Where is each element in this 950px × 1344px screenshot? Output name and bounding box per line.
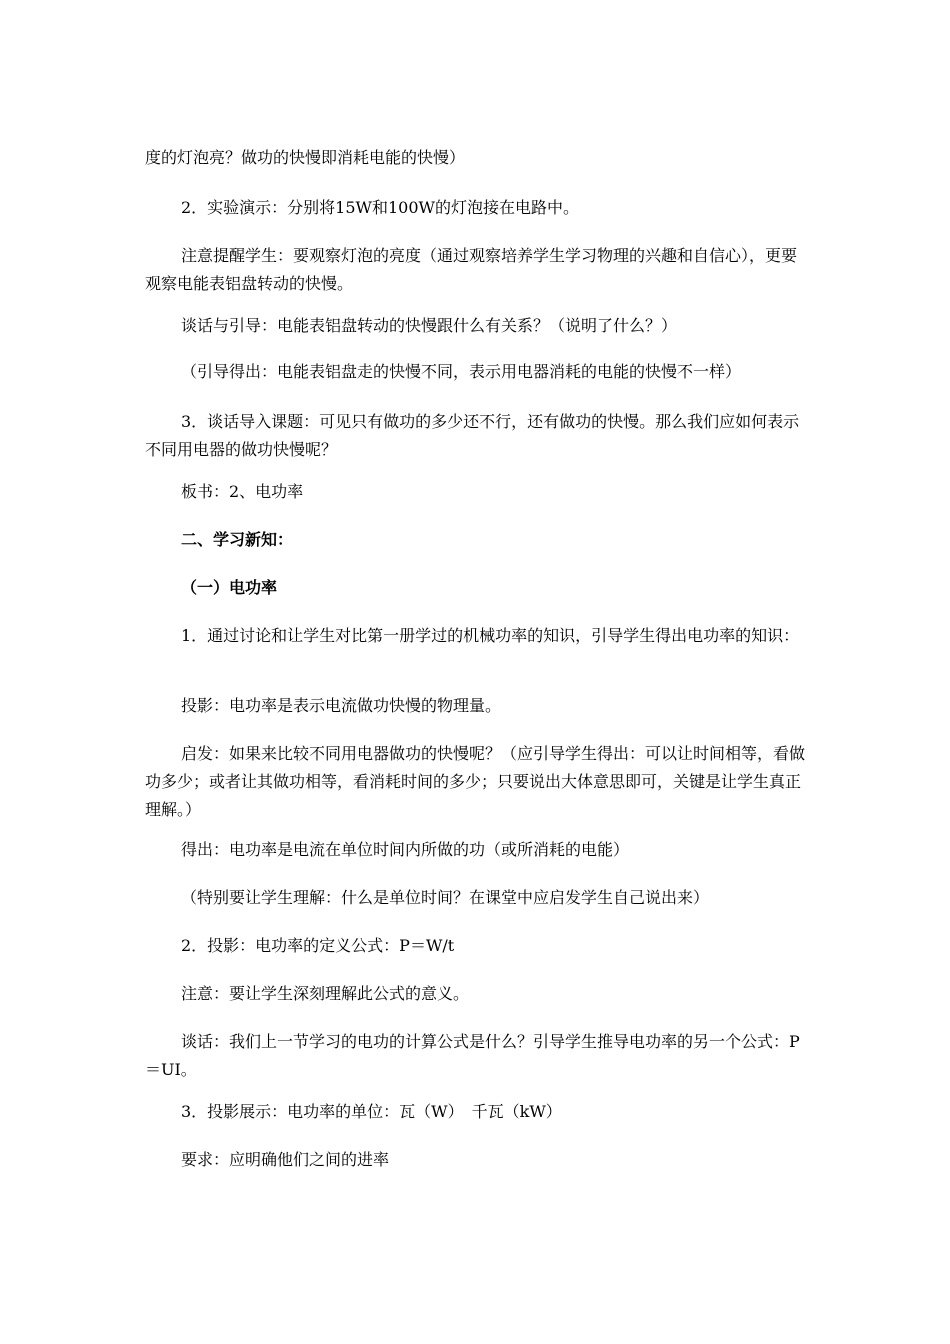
paragraph-formula-derivation: 谈话：我们上一节学习的电功的计算公式是什么？引导学生推导电功率的另一个公式：P＝UI。 bbox=[145, 1032, 800, 1079]
paragraph-board-note: 板书：2、电功率 bbox=[181, 482, 304, 501]
paragraph-guided-conclusion: （引导得出：电能表铝盘走的快慢不同，表示用电器消耗的电能的快慢不一样） bbox=[181, 362, 742, 381]
paragraph-topic-intro: 3．谈话导入课题：可见只有做功的多少还不行，还有做功的快慢。那么我们应如何表示不同用电器的做功快慢呢？ bbox=[145, 412, 800, 459]
section-heading-new-knowledge: 二、学习新知： bbox=[181, 530, 294, 549]
paragraph-experiment-demo: 2．实验演示：分别将15W和100W的灯泡接在电路中。 bbox=[181, 198, 579, 217]
paragraph-requirement: 要求：应明确他们之间的进率 bbox=[181, 1150, 390, 1169]
paragraph-continuation: 度的灯泡亮？做功的快慢即消耗电能的快慢） bbox=[145, 148, 466, 167]
subsection-heading-electric-power: （一）电功率 bbox=[181, 578, 278, 597]
paragraph-discussion-compare: 1．通过讨论和让学生对比第一册学过的机械功率的知识，引导学生得出电功率的知识： bbox=[181, 626, 800, 645]
paragraph-unit-time-note: （特别要让学生理解：什么是单位时间？在课堂中应启发学生自己说出来） bbox=[181, 888, 710, 907]
paragraph-projection-definition: 投影：电功率是表示电流做功快慢的物理量。 bbox=[181, 696, 502, 715]
paragraph-formula-definition: 2．投影：电功率的定义公式：P＝W/t bbox=[181, 936, 455, 955]
paragraph-formula-note: 注意：要让学生深刻理解此公式的意义。 bbox=[181, 984, 470, 1003]
paragraph-conclusion: 得出：电功率是电流在单位时间内所做的功（或所消耗的电能） bbox=[181, 840, 630, 859]
paragraph-attention-reminder: 注意提醒学生：要观察灯泡的亮度（通过观察培养学生学习物理的兴趣和自信心），更要观察电能表铝盘转动的快慢。 bbox=[145, 246, 798, 293]
paragraph-inspiration: 启发：如果来比较不同用电器做功的快慢呢？（应引导学生得出：可以让时间相等，看做功多少；或者让其做功相等，看消耗时间的多少；只要说出大体意思即可，关键是让学生真正理解。） bbox=[145, 744, 806, 819]
paragraph-discussion-guide: 谈话与引导：电能表铝盘转动的快慢跟什么有关系？（说明了什么？） bbox=[181, 316, 678, 335]
paragraph-power-units: 3．投影展示：电功率的单位：瓦（W） 千瓦（kW） bbox=[181, 1102, 562, 1121]
